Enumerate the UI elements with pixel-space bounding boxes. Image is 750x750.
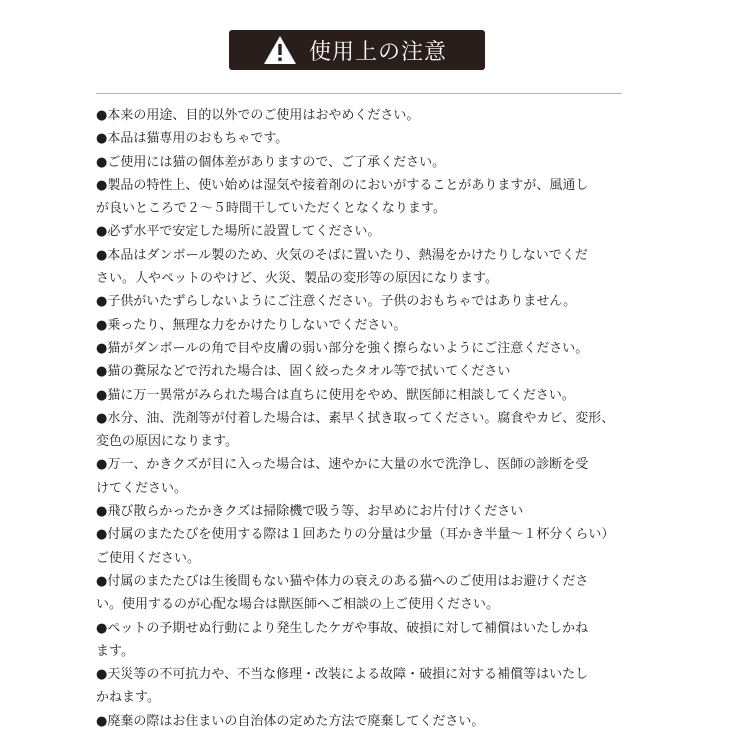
notice-text: ●水分、油、洗剤等が付着した場合は、素早く拭き取ってください。腐食やカビ、変形、	[96, 410, 615, 426]
notice-text: ●製品の特性上、使い始めは湿気や接着剤のにおいがすることがありますが、風通し	[96, 177, 589, 193]
page-title: 使用上の注意	[308, 39, 447, 65]
notice-text: ●付属のまたたびを使用する際は１回あたりの分量は少量（耳かき半量～１杯分くらい）	[96, 527, 615, 543]
notice-item	[96, 220, 636, 243]
notice-text: ●付属のまたたびは生後間もない猫や体力の衰えのある猫へのご使用はお避けくださ	[96, 573, 589, 589]
divider	[96, 93, 622, 94]
notice-item	[96, 314, 636, 337]
notice-item	[96, 384, 636, 407]
caution-header	[229, 30, 485, 70]
notice-text: ●猫に万一異常がみられた場合は直ちに使用をやめ、獣医師に相談してください。	[96, 387, 575, 403]
notice-text: 変色の原因になります。	[96, 434, 238, 450]
notice-text: ●乗ったり、無理な力をかけたりしないでください。	[96, 317, 407, 333]
notice-item	[96, 663, 636, 710]
notice-text: が良いところで２～５時間干していただくとなくなります。	[96, 201, 446, 217]
notice-item	[96, 407, 636, 454]
notice-text: ●必ず水平で安定した場所に設置してください。	[96, 224, 381, 240]
warning-icon	[263, 35, 297, 65]
notice-item	[96, 500, 636, 523]
notice-item	[96, 617, 636, 664]
notice-text: ご使用ください。	[96, 550, 201, 566]
notice-item	[96, 104, 636, 127]
notice-text: けてください。	[96, 480, 188, 496]
notice-text: ●本品はダンボール製のため、火気のそばに置いたり、熱湯をかけたりしないでくだ	[96, 247, 588, 263]
notice-text: ●本来の用途、目的以外でのご使用はおやめください。	[96, 108, 420, 123]
notice-item	[96, 337, 636, 360]
notice-text: ●ペットの予期せぬ行動により発生したケガや事故、破損に対して補償はいたしかね	[96, 620, 589, 636]
notice-text: ●万一、かきクズが目に入った場合は、速やかに大量の水で洗浄し、医師の診断を受	[96, 457, 589, 473]
notice-item	[96, 360, 636, 383]
notice-item	[96, 453, 636, 500]
notice-item	[96, 244, 636, 291]
notice-text: ●飛び散らかったかきクズは掃除機で吸う等、お早めにお片付けください	[96, 504, 524, 520]
notice-text: ます。	[96, 643, 134, 659]
notice-text: ●天災等の不可抗力や、不当な修理・改装による故障・破損に対する補償等はいたし	[96, 667, 589, 683]
notice-text: さい。人やペットのやけど、火災、製品の変形等の原因になります。	[96, 271, 498, 287]
notice-text: ●猫がダンボールの角で目や皮膚の弱い部分を強く擦らないようにご注意ください。	[96, 340, 589, 356]
notice-item	[96, 523, 636, 570]
notice-list	[96, 104, 636, 733]
notice-item	[96, 174, 636, 221]
notice-item	[96, 570, 636, 617]
notice-item	[96, 127, 636, 150]
notice-item	[96, 290, 636, 313]
notice-text: ●本品は猫専用のおもちゃです。	[96, 131, 289, 147]
notice-text: い。使用するのが心配な場合は獣医師へご相談の上ご使用ください。	[96, 597, 500, 613]
notice-item	[96, 710, 636, 733]
notice-text: ●ご使用には猫の個体差がありますので、ご了承ください。	[96, 154, 446, 170]
notice-text: ●廃棄の際はお住まいの自治体の定めた方法で廃棄してください。	[96, 713, 485, 729]
notice-text: かねます。	[96, 690, 160, 706]
notice-text: ●子供がいたずらしないようにご注意ください。子供のおもちゃではありません。	[96, 294, 577, 310]
notice-text: ●猫の糞尿などで汚れた場合は、固く絞ったタオル等で拭いてください	[96, 364, 511, 380]
notice-item	[96, 151, 636, 174]
